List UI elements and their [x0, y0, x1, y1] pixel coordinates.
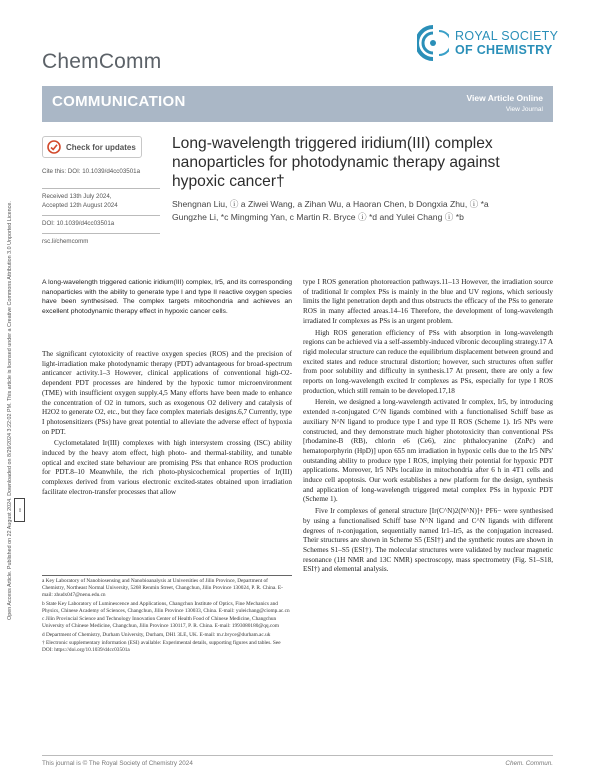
article-type-label: COMMUNICATION: [52, 93, 186, 110]
article-doi[interactable]: DOI: 10.1039/d4cc03501a: [42, 220, 115, 227]
meta-divider: [42, 215, 160, 216]
affiliation: d Department of Chemistry, Durham University, Durham, DH1 3LE, UK. E-mail: m.r.bryce@durham.ac.uk: [42, 631, 271, 638]
copyright-notice: This journal is © The Royal Society of Chemistry 2024: [42, 760, 193, 767]
body-right-column: [303, 278, 553, 575]
open-access-notice: Open Access Article. Published on 22 August 2024. Downloaded on 8/29/2024 3:22:02 PM. This article is licensed under a Creative Commons Attribution 3.0 Unported Licence.: [7, 201, 13, 620]
author-line: Shengnan Liu, ⓘ a Ziwei Wang, a Zihan Wu, a Haoran Chen, b Dongxia Zhu, ⓘ *a: [172, 199, 489, 209]
journal-abbreviation: Chem. Commun.: [505, 760, 553, 767]
affiliation: c Jilin Provincial Science and Technology Innovation Center of Health Food of Chinese Medicine, Changchun University of Chinese Medicine, Changchun, Jilin Province 130117, P. R. China. E-mail: 1993080180@qq.com: [42, 616, 279, 629]
abstract: A long-wavelength triggered cationic iridium(III) complex, Ir5, and its corresponding nanoparticles with the ability to generate type I and type II reactive oxygen species have been synthesised. The complex targets mitochondria and achieves an excellent photodynamic therapy effect in hypoxic cancer cells.: [42, 279, 292, 315]
received-date: Received 13th July 2024,: [42, 193, 112, 200]
affiliations: [42, 578, 292, 654]
paragraph: Cyclometalated Ir(III) complexes with high intersystem crossing (ISC) ability induced by the heavy atom effect, high photo- and thermal-stability, and tunable optical and excited state behaviour are promising PSs that enhance ROS production for PDT.8–10 Meanwhile, the rich photo-physicochemical properties of Ir(III) complexes derived from various electronic excited-states obtained upon irradiation facilitate electron-transfer processes that allow: [42, 439, 292, 496]
publisher-name-line1: ROYAL SOCIETY: [455, 29, 559, 43]
author-list: [172, 198, 552, 223]
affiliation: b State Key Laboratory of Luminescence and Applications, Changchun Institute of Optics, Fine Mechanics and Physics, Chinese Academy of Sciences, Changchun, Jilin Province 130033, China. E-mail: yuleichang@ciomp.ac.cn: [42, 600, 290, 614]
meta-divider: [42, 188, 160, 189]
meta-divider: [42, 233, 160, 234]
publisher-logo[interactable]: [417, 20, 558, 66]
affiliation: a Key Laboratory of Nanobiosensing and Nanobioanalysis at Universities of Jilin Province, Department of Chemistry, Northeast Normal University, 5268 Renmin Street, Changchun, Jilin Province 130024, P. R. China. E-mail: zhudx047@nenu.edu.cn: [42, 578, 283, 598]
paragraph: Herein, we designed a long-wavelength activated Ir complex, Ir5, by introducing extended π-conjugated C^N ligands combined with a functionalised Schiff base as auxiliary N^N ligand to produce type I and type II ROS (Scheme 1). Ir5 NPs were constructed, and they demonstrate much higher phototoxicity than conventional PSs [rhodamine-B (RB), chlorin e6 (Ce6), zinc phthalocyanine (ZnPc) and hematoporphyrin (HpD)] upon 655 nm irradiation in hypoxic cells due to the Ir5 NPs' outstanding ability to produce type I ROS, implying their potential for hypoxic PDT applications. Moreover, Ir5 NPs localize in mitochondria after 6 h in 4T1 cells and induce cell apoptosis. Our work establishes a new platform for the design, synthesis and application of long-wavelength triggered metal complex PSs in hypoxic PDT (Scheme 1).: [303, 398, 553, 504]
update-icon: [47, 140, 61, 154]
paragraph: The significant cytotoxicity of reactive oxygen species (ROS) and the precision of light-irradiation make photodynamic therapy (PDT) advantageous for broad-spectrum anticancer activity.1–3 However, clinical applications of conventional high-O2-dependent PDT processes are hindered by the hypoxic tumor microenvironment (TME) with insufficient oxygen supply.4,5 Many efforts have been made to enhance the concentration of O2 in tumors, such as exogenous O2 delivery and catalysis of H2O2 to generate O2, etc., but they face complex materials designs.6,7 Currently, type I photosensitizers (PSs) have great potential to alleviate the adverse effect of hypoxia on PDT.: [42, 350, 292, 436]
paragraph: High ROS generation efficiency of PSs with absorption in long-wavelength regions can be achieved via a self-assembly-induced vibronic decoupling strategy.17 A rigid molecular structure can reduce the equilibrium displacement between ground and excited states and reduce structural distortion; however, such structures often suffer from poor solubility and difficulty in synthesis.17 At present, there are only a few reports on long-wavelength excited Ir complexes as PSs, especially for type I ROS production, which still remain to be developed.17,18: [303, 328, 554, 395]
footnote-divider: [42, 575, 292, 576]
view-article-online-link[interactable]: View Article Online: [466, 93, 543, 103]
creative-commons-icon[interactable]: cc: [14, 498, 25, 522]
publisher-name-line2: OF CHEMISTRY: [455, 43, 553, 57]
journal-name[interactable]: ChemComm: [42, 50, 162, 73]
open-access-sidebar: [6, 150, 32, 620]
article-type-banner: [42, 86, 553, 122]
cite-doi[interactable]: Cite this: DOI: 10.1039/d4cc03501a: [42, 168, 141, 175]
check-for-updates-button[interactable]: [42, 136, 142, 158]
footer-divider: [42, 755, 553, 756]
rsc-emblem-icon: [417, 23, 449, 63]
accepted-date: Accepted 12th August 2024: [42, 202, 118, 209]
journal-url[interactable]: rsc.li/chemcomm: [42, 238, 89, 245]
check-for-updates-label: Check for updates: [66, 142, 136, 152]
paragraph: type I ROS generation photoreaction pathways.11–13 However, the irradiation source of traditional Ir complex PSs is mainly in the blue and UV regions, which seriously limits the light penetration depth and thus obstructs the efficacy of the PSs to generate ROS in many affected areas.14–16 Therefore, the development of long-wavelength irradiated Ir complexes as PSs is an urgent problem.: [303, 278, 553, 325]
view-journal-link[interactable]: View Journal: [505, 106, 543, 113]
paragraph: Five Ir complexes of general structure [Ir(C^N)2(N^N)]+ PF6− were synthesised by using a functionalised Schiff base N^N ligand and C^N ligands with different degrees of π-conjugation, sequentially named Ir1–Ir5, as the conjugation increased. Their structures are shown in Scheme S5 (ESI†) and the synthetic routes are shown in Schemes S1–S5 (ESI†). The molecular structures were validated by nuclear magnetic resonance (1H NMR and 13C NMR) spectroscopy, mass spectrometry (Fig. S1–S18, ESI†) and elemental analysis.: [303, 507, 553, 574]
esi-note: † Electronic supplementary information (ESI) available: Experimental details, supporting figures and tables. See DOI: https://doi.org/10.1039/d4cc03501a: [42, 640, 281, 653]
author-line: Gungzhe Li, *c Mingming Yan, c Martin R. Bryce ⓘ *d and Yulei Chang ⓘ *b: [172, 211, 464, 222]
article-title: Long-wavelength triggered iridium(III) complex nanoparticles for photodynamic therapy against hypoxic cancer†: [172, 135, 500, 190]
body-left-column: [42, 350, 292, 498]
